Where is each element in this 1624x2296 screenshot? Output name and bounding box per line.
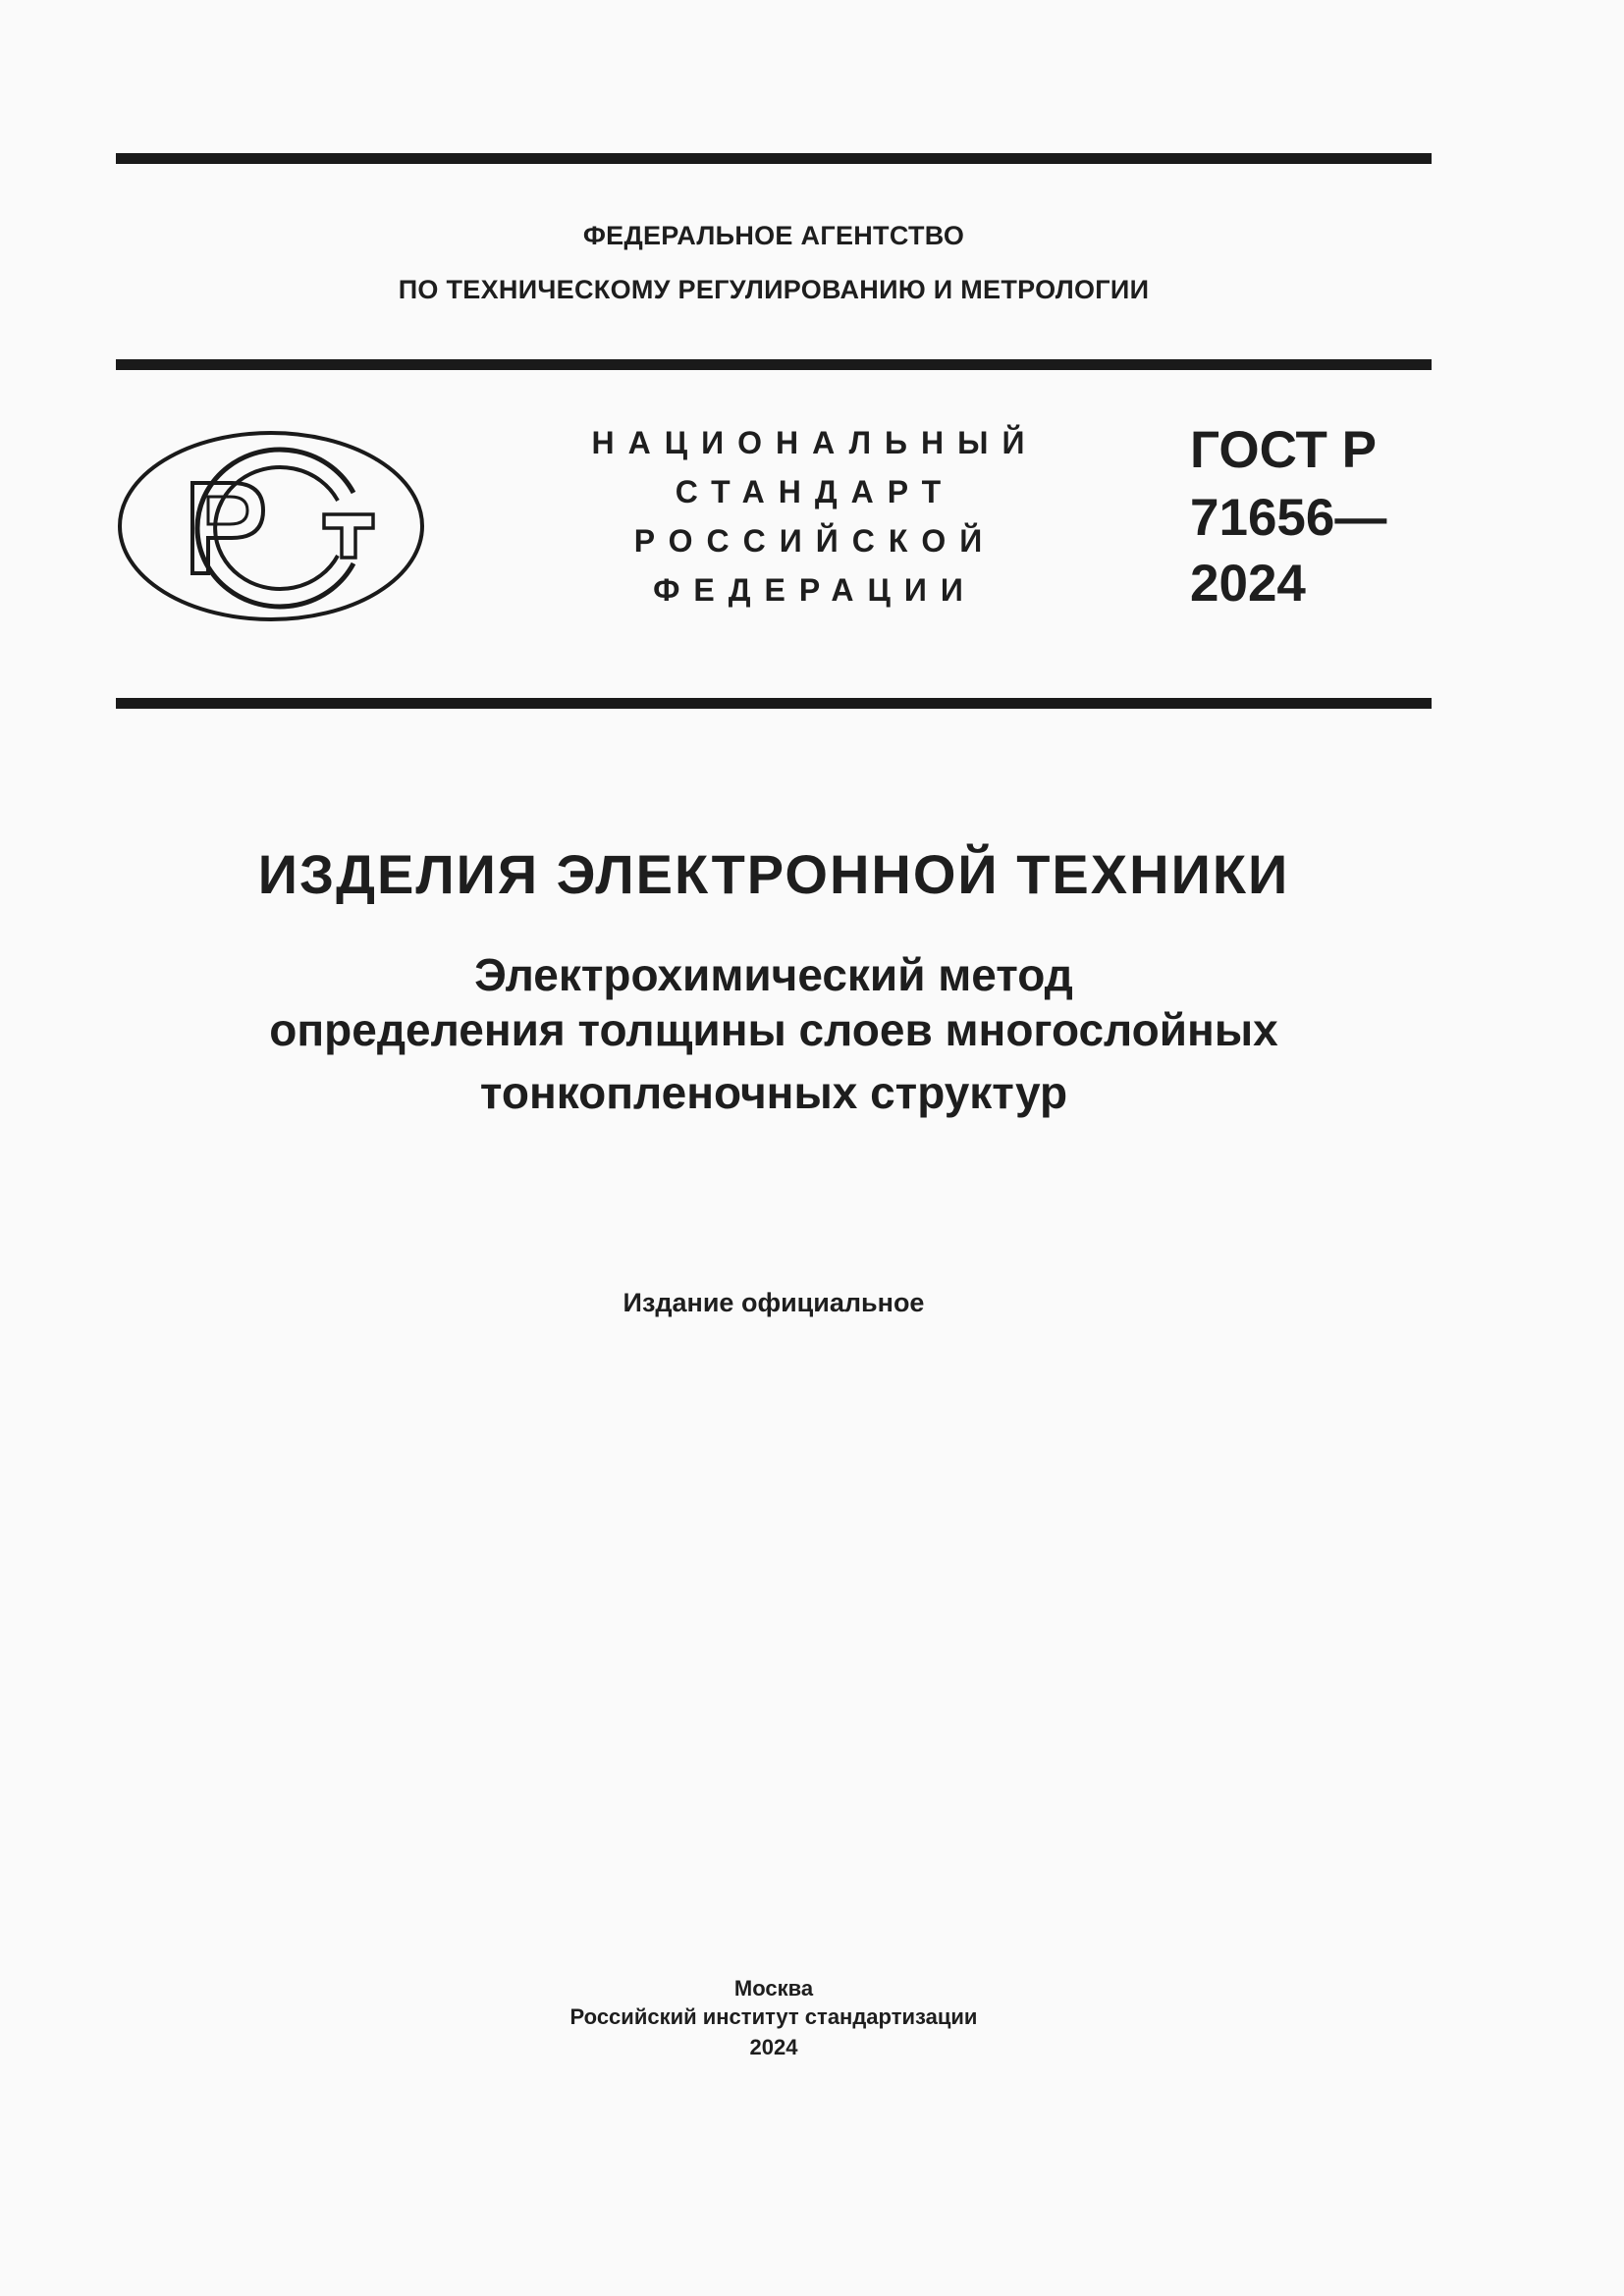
standard-type-line-1: НАЦИОНАЛЬНЫЙ — [591, 425, 1039, 460]
document-subtitle-line-3: тонкопленочных структур — [479, 1067, 1068, 1118]
standard-type-line-2: СТАНДАРТ — [675, 474, 955, 509]
imprint-year: 2024 — [749, 2035, 798, 2059]
agency-line-1: ФЕДЕРАЛЬНОЕ АГЕНТСТВО — [582, 221, 965, 250]
document-subtitle-line-1: Электрохимический метод — [474, 949, 1073, 1000]
document-subtitle-line-2: определения толщины слоев многослойных — [269, 1004, 1278, 1055]
designation-line-1: ГОСТ Р — [1190, 421, 1377, 479]
edition-note: Издание официальное — [623, 1288, 925, 1317]
designation-line-2: 71656— — [1190, 489, 1387, 547]
document-title: ИЗДЕЛИЯ ЭЛЕКТРОННОЙ ТЕХНИКИ — [257, 843, 1290, 905]
imprint-publisher: Российский институт стандартизации — [569, 2004, 978, 2029]
standard-type-line-4: ФЕДЕРАЦИИ — [653, 572, 977, 608]
agency-line-2: ПО ТЕХНИЧЕСКОМУ РЕГУЛИРОВАНИЮ И МЕТРОЛОГИИ — [398, 275, 1150, 304]
standard-type-line-3: РОССИЙСКОЙ — [633, 523, 997, 559]
header-rule — [116, 359, 1432, 370]
rst-certification-mark-icon — [116, 428, 426, 624]
top-rule — [116, 153, 1432, 164]
section-rule — [116, 698, 1432, 709]
imprint-city: Москва — [733, 1976, 814, 2001]
designation-line-3: 2024 — [1190, 555, 1306, 613]
